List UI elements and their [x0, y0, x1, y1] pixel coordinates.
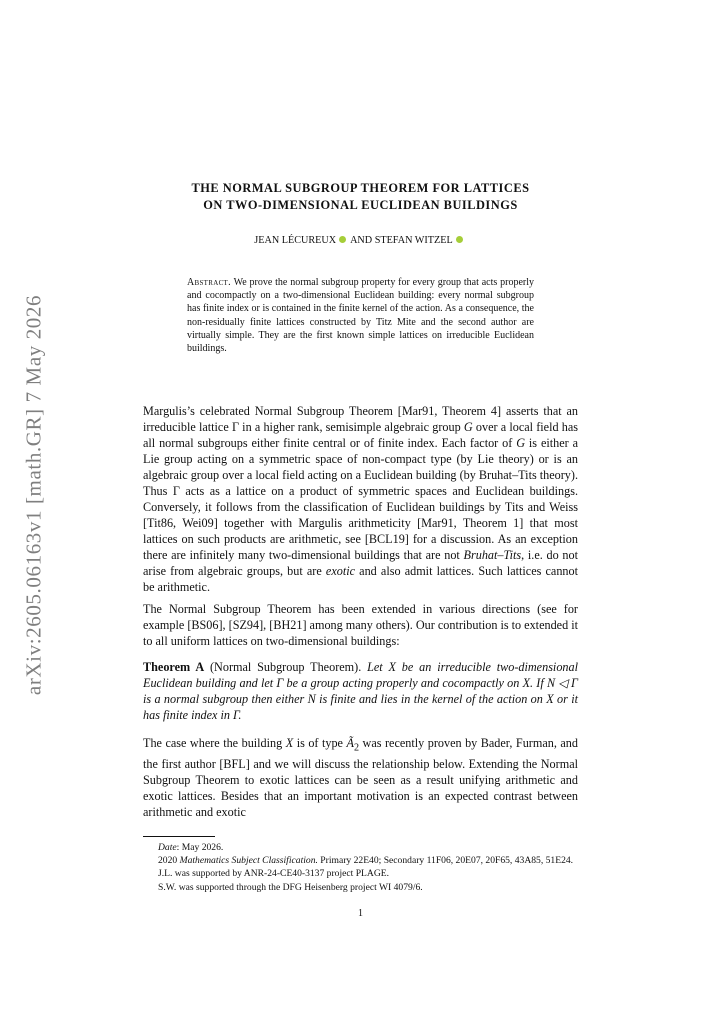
theorem-a	[143, 659, 578, 723]
text-run: The case where the building	[143, 736, 286, 750]
paper-title	[143, 180, 578, 214]
footnote-prefix: 2020	[158, 855, 180, 867]
title-line-1: THE NORMAL SUBGROUP THEOREM FOR LATTICES	[191, 181, 530, 195]
paragraph-1	[143, 403, 578, 595]
footnote-label: Mathematics Subject Classification.	[179, 855, 318, 867]
text-run: is either a Lie group acting on a symmetric space of non-compact type (by Lie theory) or is an algebraic group over a local field acting on a Euclidean building (by Bruhat–Tits theory). Thus Γ acts as a lattice on a product of symmetric spaces and Euclidean buildings. Conversely, it follows from the classification of Euclidean buildings by Tits and Weiss [Tit86, Wei09] together with Margulis arithmeticity [Mar91, Theorem 1] that most lattices on such products are arithmetic, see [BCL19] for a discussion. As an exception there are infinitely many two-dimensional buildings that are not	[143, 436, 578, 562]
emphasis: exotic	[325, 564, 356, 578]
text-run: , i.e. do not arise from algebraic groups, but are	[143, 548, 578, 578]
math-symbol: G	[516, 436, 526, 450]
text-run: over a local field has all normal subgroups either finite central or of finite index. Each factor of	[143, 420, 578, 450]
text-run: is of type	[293, 736, 347, 750]
math-subscript: 2	[353, 742, 360, 754]
emphasis: Bruhat–Tits	[463, 548, 522, 562]
math-symbol: G	[463, 420, 473, 434]
footnote-date	[143, 841, 578, 854]
theorem-name: Theorem A	[143, 660, 205, 674]
orcid-icon[interactable]	[339, 236, 346, 243]
text-run: was recently proven by Bader, Furman, and the first author [BFL] and we will discuss the relationship below. Extending the Normal Subgroup Theorem to exotic lattices can be seen as a result unifying arithmetic and exotic lattices. Besides that an important motivation is an expected contrast between arithmetic and exotic	[143, 736, 578, 820]
math-symbol: X	[285, 736, 294, 750]
footnote-funding-sw: S.W. was supported through the DFG Heisenberg project WI 4079/6.	[158, 881, 423, 893]
footnote-value: : May 2026.	[176, 842, 224, 853]
footnotes	[143, 841, 578, 894]
abstract-label: Abstract.	[187, 277, 231, 288]
footnote-rule	[143, 836, 215, 837]
author-list	[143, 235, 578, 246]
title-line-2: ON TWO-DIMENSIONAL EUCLIDEAN BUILDINGS	[203, 198, 518, 212]
math-symbol: Ã	[346, 736, 354, 750]
orcid-icon[interactable]	[456, 236, 463, 243]
theorem-title: (Normal Subgroup Theorem).	[204, 660, 368, 674]
paragraph-2: The Normal Subgroup Theorem has been extended in various directions (see for example [BS06], [SZ94], [BH21] among many others). Our contribution is to extended it to all uniform lattices on two-dimensional buildings:	[143, 602, 578, 648]
author-2: AND STEFAN WITZEL	[350, 235, 453, 246]
page-number: 1	[358, 908, 363, 919]
footnote-label: Date	[158, 842, 177, 853]
footnote-funding-jl: J.L. was supported by ANR-24-CE40-3137 project PLAGE.	[158, 868, 390, 880]
abstract	[187, 276, 534, 355]
text-run: Margulis’s celebrated Normal Subgroup Theorem [Mar91, Theorem 4] asserts that an irreducible lattice Γ in a higher rank, semisimple algebraic group	[143, 404, 578, 434]
text-run: and also admit lattices. Such lattices cannot be arithmetic.	[143, 564, 578, 594]
theorem-statement: Let X be an irreducible two-dimensional Euclidean building and let Γ be a group acting properly and cocompactly on X. If N ◁ Γ is a normal subgroup then either N is finite and lies in the kernel of the action on X or it has finite index in Γ.	[143, 660, 578, 722]
footnote-value: Primary 22E40; Secondary 11F06, 20E07, 20F65, 43A85, 51E24.	[317, 855, 574, 867]
arxiv-identifier: arXiv:2605.06163v1 [math.GR] 7 May 2026	[21, 294, 46, 696]
main-text	[143, 403, 578, 820]
paragraph-3	[143, 735, 578, 820]
footnote-msc	[143, 854, 578, 867]
abstract-text: We prove the normal subgroup property for every group that acts properly and cocompactly on a two-dimensional Euclidean building: every normal subgroup has finite index or is contained in the finite kernel of the action. As a consequence, the non-residually finite lattices constructed by Titz Mite and the second author are virtually simple. They are the first known simple lattices on irreducible Euclidean buildings.	[187, 277, 534, 355]
author-1: JEAN LÉCUREUX	[254, 235, 337, 246]
